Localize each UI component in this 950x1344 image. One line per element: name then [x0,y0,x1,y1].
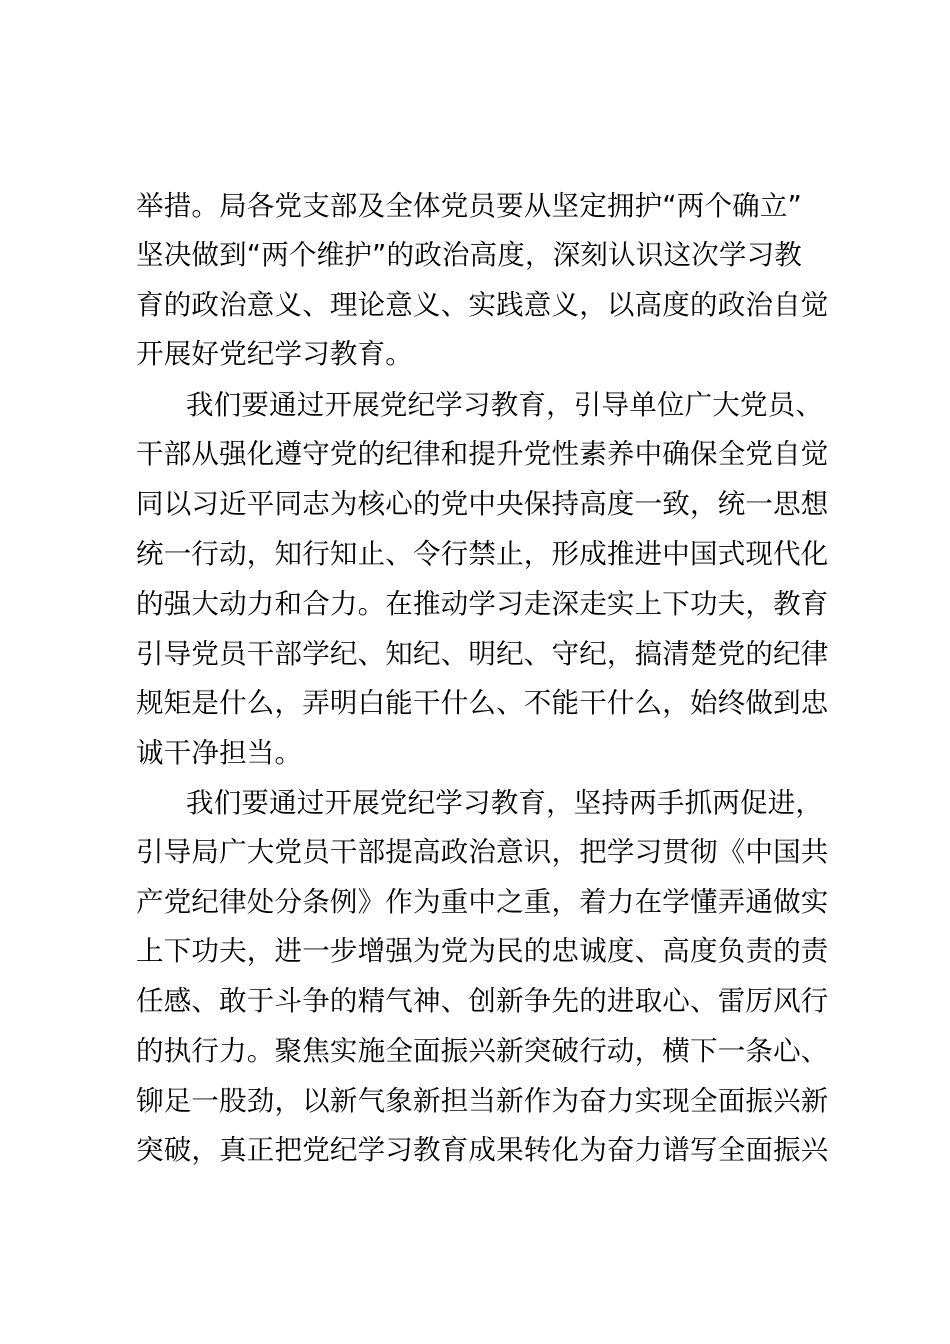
paragraph-2-line-6: 引导党员干部学纪、知纪、明纪、守纪，搞清楚党的纪律 [136,638,829,670]
paragraph-1-line-2: 坚决做到“两个维护”的政治高度，深刻认识这次学习教 [136,239,802,271]
paragraph-2-line-8: 诚干净担当。 [136,737,303,769]
paragraph-2-line-5: 的强大动力和合力。在推动学习走深走实上下功夫，教育 [136,588,829,620]
paragraph-2-line-1: 我们要通过开展党纪学习教育，引导单位广大党员、 [186,389,824,421]
paragraph-3-line-4: 上下功夫，进一步增强为党为民的忠诚度、高度负责的责 [136,935,829,967]
paragraph-3-line-2: 引导局广大党员干部提高政治意识，把学习贯彻《中国共 [136,836,829,868]
paragraph-3-line-3: 产党纪律处分条例》作为重中之重，着力在学懂弄通做实 [136,886,829,918]
paragraph-2-line-2: 干部从强化遵守党的纪律和提升党性素养中确保全党自觉 [136,438,829,470]
paragraph-2-line-7: 规矩是什么，弄明白能干什么、不能干什么，始终做到忠 [136,687,829,719]
paragraph-3-line-5: 任感、敢于斗争的精气神、创新争先的进取心、雷厉风行 [136,985,829,1017]
paragraph-3-line-1: 我们要通过开展党纪学习教育，坚持两手抓两促进， [186,787,824,819]
paragraph-3-line-8: 突破，真正把党纪学习教育成果转化为奋力谱写全面振兴 [136,1134,829,1166]
paragraph-2-line-3: 同以习近平同志为核心的党中央保持高度一致，统一思想 [136,488,829,520]
paragraph-1-line-3: 育的政治意义、理论意义、实践意义，以高度的政治自觉 [136,289,829,321]
paragraph-2-line-4: 统一行动，知行知止、令行禁止，形成推进中国式现代化 [136,538,829,570]
paragraph-3-line-7: 铆足一股劲，以新气象新担当新作为奋力实现全面振兴新 [136,1085,829,1117]
paragraph-1-line-1: 举措。局各党支部及全体党员要从坚定拥护“两个确立” [136,190,802,222]
paragraph-1-line-4: 开展好党纪学习教育。 [136,338,413,370]
paragraph-3-line-6: 的执行力。聚焦实施全面振兴新突破行动，横下一条心、 [136,1035,829,1067]
